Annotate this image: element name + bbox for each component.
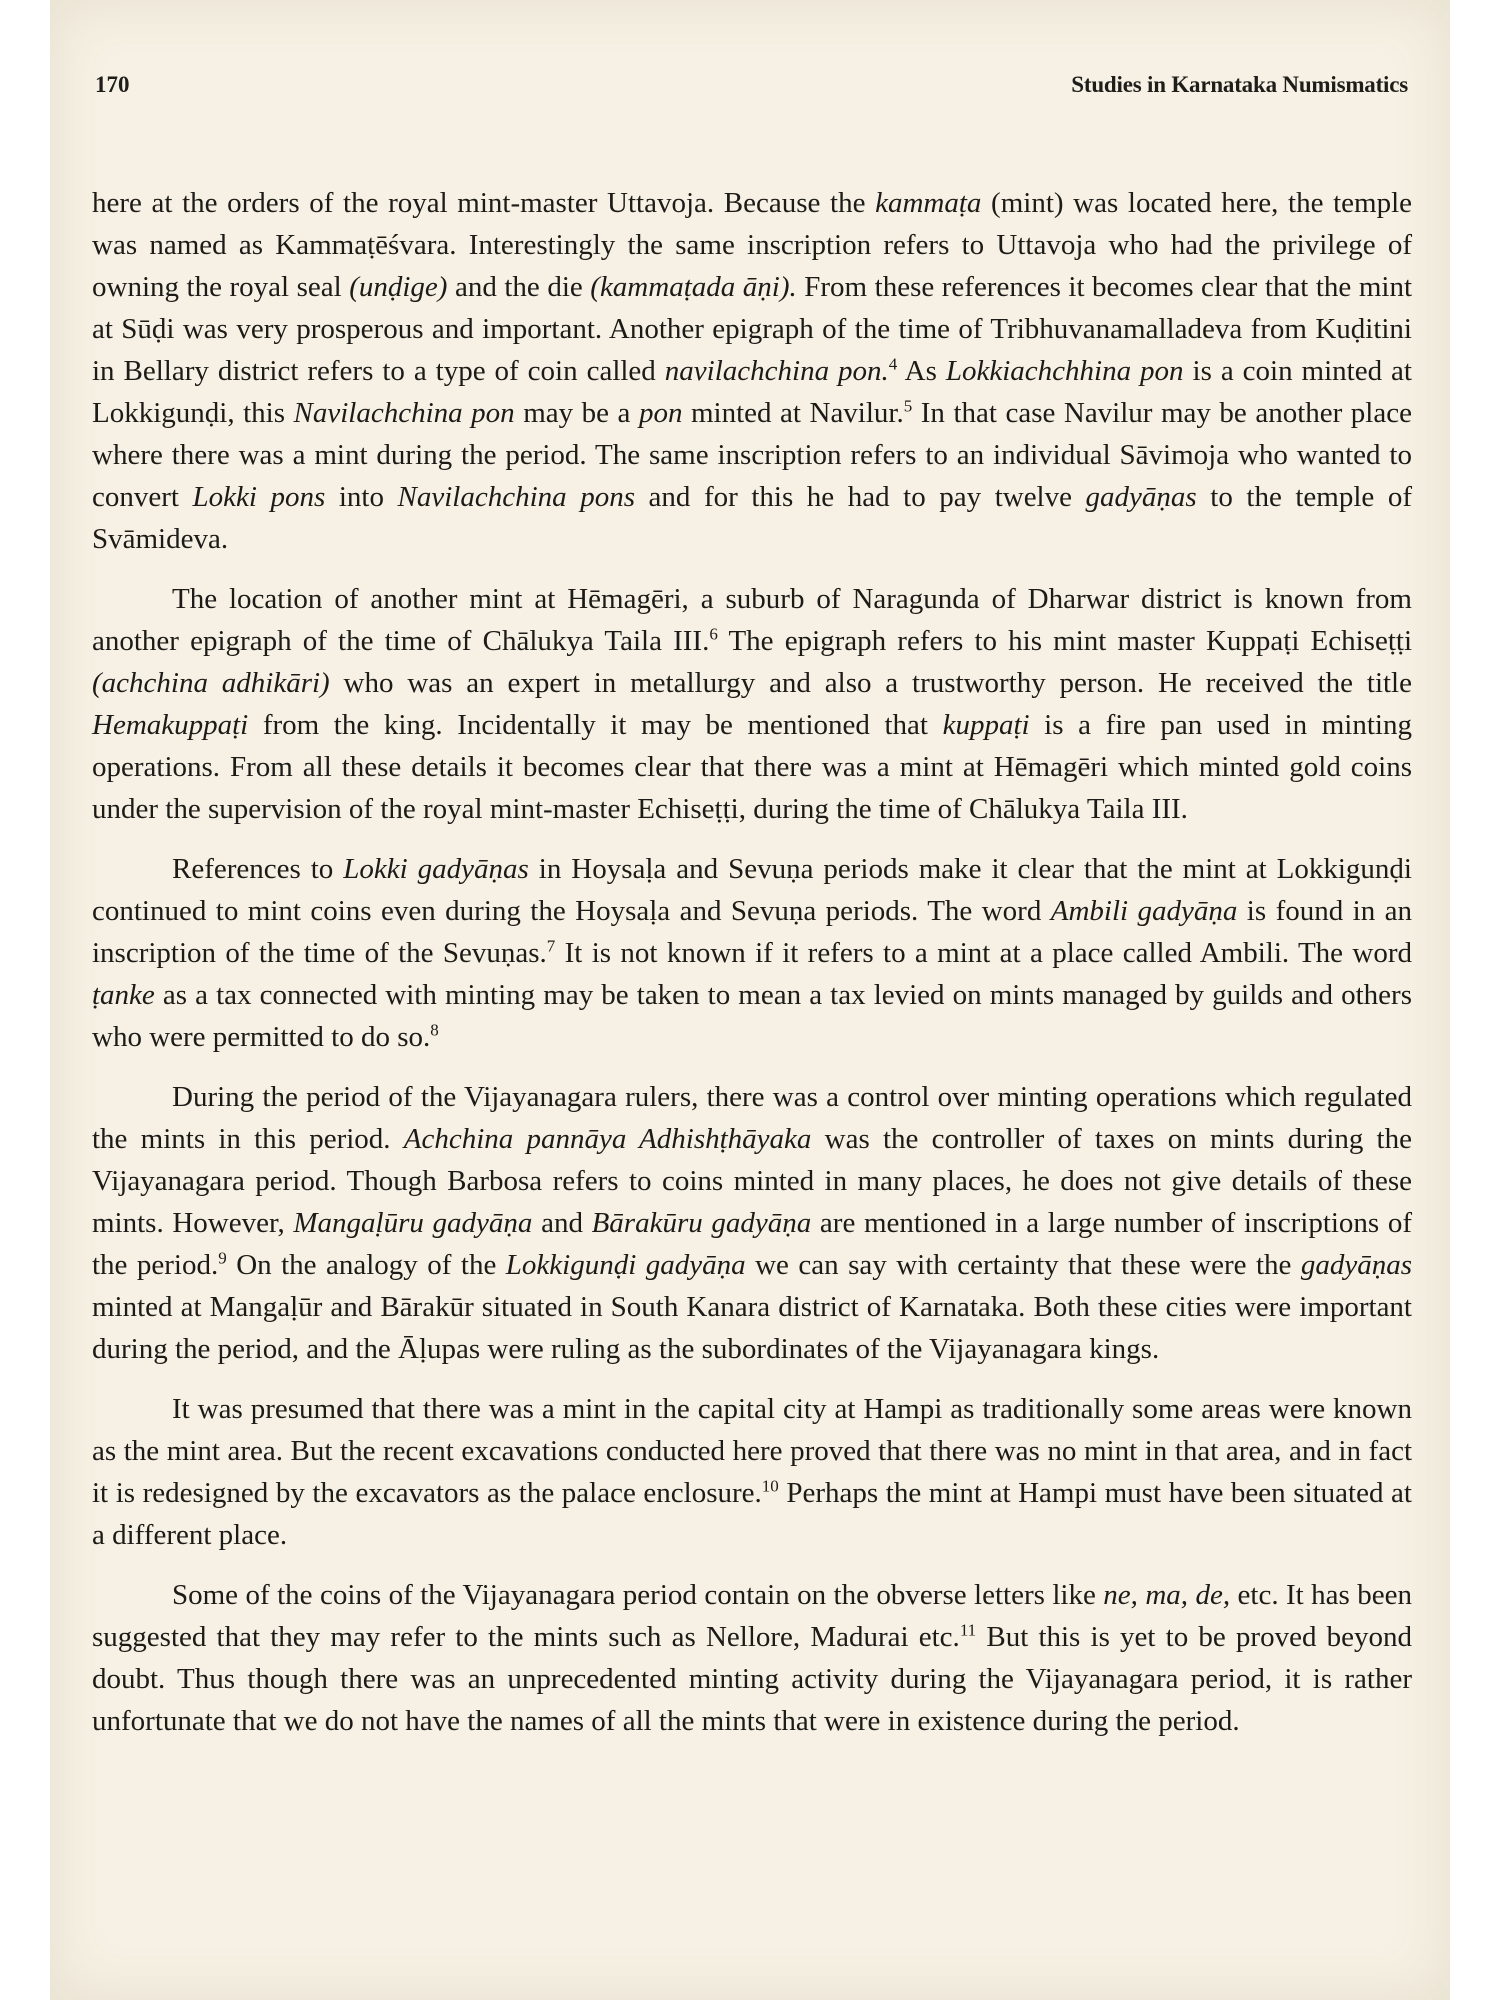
text-run: was the controller of taxes on mints during the Vijayanagara period. Though Barbosa refers to coins minted in many places, he does not give details of these mints. However,	[92, 1123, 1412, 1239]
italic-term: ṭanke	[92, 979, 155, 1011]
italic-term: Mangaḷūru gadyāṇa	[293, 1207, 533, 1239]
text-run: The location of another mint at Hēmagēri, a suburb of Naragunda of Dharwar district is known from another epigraph of the time of Chālukya Taila III.	[92, 583, 1412, 657]
footnote-ref: 6	[709, 624, 718, 644]
book-page	[50, 0, 1450, 2000]
italic-term: Achchina pannāya Adhishṭhāyaka	[403, 1123, 812, 1155]
body-text	[92, 182, 1412, 1760]
italic-term: Bārakūru gadyāṇa	[591, 1207, 812, 1239]
paragraph	[92, 1388, 1412, 1556]
text-run: (mint) was located here, the temple was named as Kammaṭēśvara. Interestingly the same inscription refers to Uttavoja who had the privilege of owning the royal seal	[92, 187, 1412, 303]
italic-term: kammaṭa	[875, 187, 982, 219]
paragraph	[92, 578, 1412, 830]
italic-term: gadyāṇas	[1300, 1249, 1413, 1281]
paragraph	[92, 848, 1412, 1058]
paragraph	[92, 1076, 1412, 1370]
paragraph	[92, 182, 1412, 560]
text-run: is a fire pan used in minting operations. From all these details it becomes clear that there was a mint at Hēmagēri which minted gold coins under the supervision of the royal mint-master Echiseṭṭi, during the time of Chālukya Taila III.	[92, 709, 1412, 825]
footnote-ref: 10	[761, 1476, 779, 1496]
text-run: in Hoysaḷa and Sevuṇa periods make it clear that the mint at Lokkigunḍi continued to mint coins even during the Hoysaḷa and Sevuṇa periods. The word	[92, 853, 1412, 927]
text-run: who was an expert in metallurgy and also a trustworthy person. He received the title	[329, 667, 1412, 699]
text-run: It is not known if it refers to a mint at a place called Ambili. The word	[555, 937, 1412, 969]
italic-term: kuppaṭi	[942, 709, 1030, 741]
text-run: minted at Mangaḷūr and Bārakūr situated in South Kanara district of Karnataka. Both these cities were important during the period, and the Āḷupas were ruling as the subordinates of the Vijayanagara kings.	[92, 1291, 1412, 1365]
text-run: The epigraph refers to his mint master Kuppaṭi Echiseṭṭi	[717, 625, 1413, 657]
text-run: and for this he had to pay twelve	[635, 481, 1086, 513]
italic-term: Lokki pons	[192, 481, 326, 513]
footnote-ref: 9	[218, 1248, 227, 1268]
italic-term: navilachchina pon.	[664, 355, 889, 387]
page-number: 170	[95, 72, 130, 97]
italic-term: Navilachchina pon	[293, 397, 515, 429]
text-run: from the king. Incidentally it may be mentioned that	[248, 709, 943, 741]
italic-term: Ambili gadyāṇa	[1050, 895, 1238, 927]
text-run: Some of the coins of the Vijayanagara period contain on the obverse letters like	[172, 1579, 1104, 1611]
italic-term: Navilachchina pons	[397, 481, 635, 513]
footnote-ref: 5	[903, 396, 913, 416]
text-run: may be a	[514, 397, 639, 429]
footnote-ref: 11	[959, 1620, 977, 1640]
italic-term: ne, ma, de,	[1103, 1579, 1231, 1611]
italic-term: (achchina adhikāri)	[92, 667, 330, 699]
text-run: as a tax connected with minting may be taken to mean a tax levied on mints managed by guilds and others who were permitted to do so.	[92, 979, 1412, 1053]
footnote-ref: 8	[430, 1020, 439, 1040]
italic-term: Lokkiachchhina pon	[945, 355, 1184, 387]
text-run: As	[897, 355, 946, 387]
italic-term: (kammaṭada āṇi).	[590, 271, 797, 303]
text-run: and	[532, 1207, 592, 1239]
text-run: On the analogy of the	[226, 1249, 506, 1281]
running-title: Studies in Karnataka Numismatics	[1071, 72, 1408, 97]
text-run: It was presumed that there was a mint in the capital city at Hampi as traditionally some areas were known as the mint area. But the recent excavations conducted here proved that there was no mint in that area, and in fact it is redesigned by the excavators as the palace enclosure.	[92, 1393, 1412, 1509]
text-run: But this is yet to be proved beyond doubt. Thus though there was an unprecedented minting activity during the Vijayanagara period, it is rather unfortunate that we do not have the names of all the mints that were in existence during the period.	[92, 1621, 1412, 1737]
text-run: During the period of the Vijayanagara rulers, there was a control over minting operations which regulated the mints in this period.	[92, 1081, 1412, 1155]
italic-term: pon	[638, 397, 683, 429]
footnote-ref: 7	[546, 936, 556, 956]
text-run: Perhaps the mint at Hampi must have been situated at a different place.	[92, 1477, 1412, 1551]
text-run: References to	[172, 853, 344, 885]
text-run: is a coin minted at Lokkigunḍi, this	[92, 355, 1412, 429]
paragraph	[92, 1574, 1412, 1742]
text-run: are mentioned in a large number of inscriptions of the period.	[92, 1207, 1413, 1281]
text-run: here at the orders of the royal mint-master Uttavoja. Because the	[92, 187, 876, 219]
page-header	[95, 72, 1408, 102]
italic-term: Lokkigunḍi gadyāṇa	[505, 1249, 746, 1281]
text-run: and the die	[447, 271, 591, 303]
text-run: into	[325, 481, 398, 513]
italic-term: (unḍige)	[349, 271, 448, 303]
text-run: is found in an inscription of the time of the Sevuṇas.	[92, 895, 1412, 969]
text-run: In that case Navilur may be another place where there was a mint during the period. The same inscription refers to an individual Sāvimoja who wanted to convert	[92, 397, 1412, 513]
text-run: etc. It has been suggested that they may refer to the mints such as Nellore, Madurai etc.	[92, 1579, 1412, 1653]
text-run: From these references it becomes clear that the mint at Sūḍi was very prosperous and important. Another epigraph of the time of Tribhuvanamalladeva from Kuḍitini in Bellary district refers to a type of coin called	[92, 271, 1412, 387]
text-run: minted at Navilur.	[682, 397, 904, 429]
italic-term: gadyāṇas	[1085, 481, 1197, 513]
text-run: to the temple of Svāmideva.	[92, 481, 1412, 555]
italic-term: Hemakuppaṭi	[92, 709, 249, 741]
text-run: we can say with certainty that these were the	[745, 1249, 1301, 1281]
italic-term: Lokki gadyāṇas	[343, 853, 529, 885]
footnote-ref: 4	[888, 354, 898, 374]
